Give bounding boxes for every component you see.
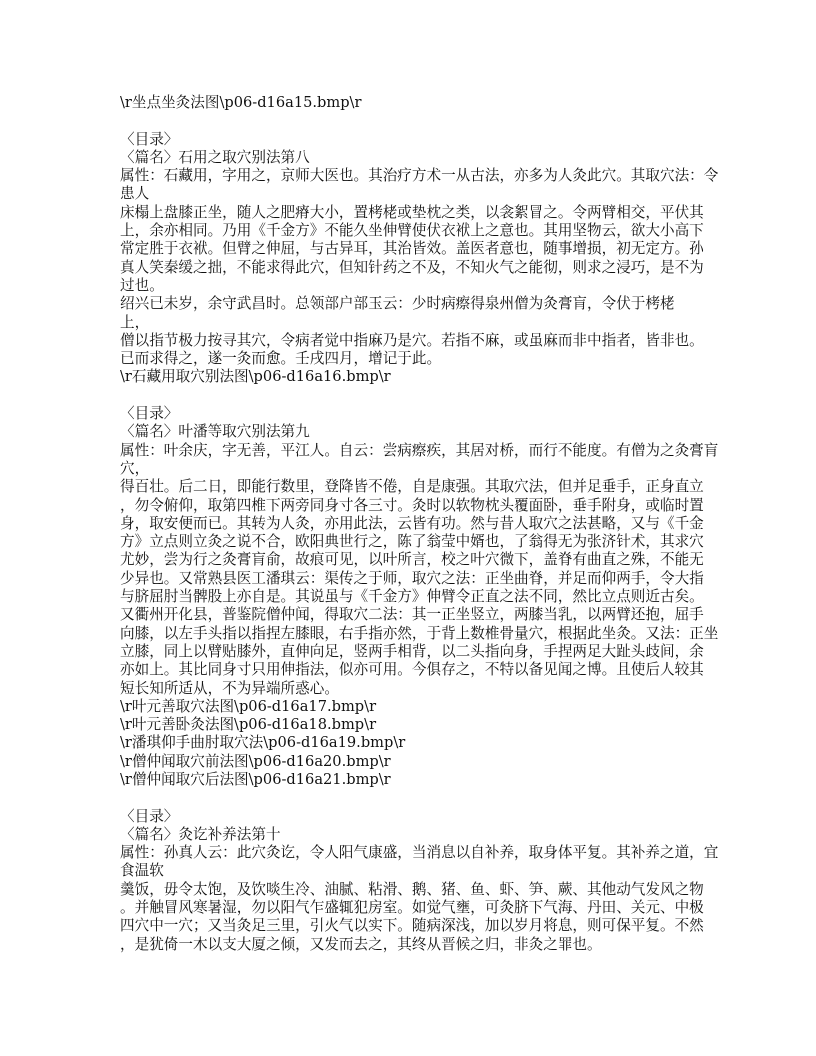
text-line: 过也。	[120, 276, 164, 294]
text-line: \r叶元善取穴法图\p06-d16a17.bmp\r	[120, 697, 377, 715]
text-line: 上，余亦相同。乃用《千金方》不能久坐伸臂使伏衣袱上之意也。其用坚物云，欲大小高下	[120, 222, 704, 240]
text-line	[120, 112, 720, 130]
text-line: 向膝，以左手头指以指捏左膝眼，右手指亦然，于背上数椎骨量穴，根据此坐灸。又法：正坐	[120, 624, 719, 642]
text-line: 患人	[120, 185, 150, 203]
text-line: \r坐点坐灸法图\p06-d16a15.bmp\r	[120, 94, 362, 111]
text-line: 尤妙，尝为行之灸膏肓俞，故痕可见，以叶所言，校之叶穴微下，盖脊有曲直之殊，不能无	[120, 551, 704, 569]
text-line	[120, 387, 720, 405]
text-line: 〈目录〉	[120, 405, 179, 423]
text-line: 短长知所适从，不为异端所惑心。	[120, 679, 339, 697]
text-line: 已而求得之，遂一灸而愈。壬戌四月，增记于此。	[120, 350, 442, 368]
text-line: 羹饭，毋令太饱，及饮啖生冷、油腻、粘滑、鹅、猪、鱼、虾、笋、蕨、其他动气发风之物	[120, 880, 704, 898]
text-line: 上，	[120, 313, 150, 331]
text-line: 〈目录〉	[120, 130, 179, 148]
text-line: 又衢州开化县，普鉴院僧仲闻，得取穴二法：其一正坐竖立，两膝当乳，以两臂还抱，屈手	[120, 606, 704, 624]
text-line: 属性：孙真人云：此穴灸讫，令人阳气康盛，当消息以自补养，取身体平复。其补养之道，宜	[120, 844, 719, 862]
text-line: \r僧仲闻取穴后法图\p06-d16a21.bmp\r	[120, 770, 391, 788]
text-line: \r叶元善卧灸法图\p06-d16a18.bmp\r	[120, 716, 377, 734]
text-line: 〈篇名〉石用之取穴别法第八	[120, 148, 310, 166]
text-line: 四穴中一穴；又当灸足三里，引火气以实下。随病深浅，加以岁月将息，则可保平复。不然	[120, 917, 704, 935]
text-line: 〈篇名〉叶潘等取穴别法第九	[120, 423, 310, 441]
text-line: 〈目录〉	[120, 807, 179, 825]
document-text	[120, 94, 720, 954]
text-line: 食温软	[120, 862, 164, 880]
text-line: ，是犹倚一木以支大厦之倾，又发而去之，其终从晋候之归，非灸之罪也。	[120, 935, 602, 953]
text-line: 与脐屈肘当髀股上亦自是。其说虽与《千金方》伸臂令正直之法不同，然比立点则近古矣。	[120, 588, 704, 606]
text-line: 穴，	[120, 459, 150, 477]
text-line: 床榻上盘膝正坐，随人之肥瘠大小，置栲栳或垫枕之类，以衾絮冒之。令两臂相交，平伏其	[120, 203, 704, 221]
text-line	[120, 789, 720, 807]
text-line: 属性：叶余庆，字无善，平江人。自云：尝病瘵疾，其居对桥，而行不能度。有僧为之灸膏肓	[120, 441, 719, 459]
text-line: 得百壮。后二日，即能行数里，登降皆不倦，自是康强。其取穴法，但并足垂手，正身直立	[120, 478, 704, 496]
text-line: 〈篇名〉灸讫补养法第十	[120, 825, 281, 843]
text-line: 少异也。又常熟县医工潘琪云：渠传之于师，取穴之法：正坐曲脊，并足而仰两手，令大指	[120, 569, 704, 587]
text-line: \r僧仲闻取穴前法图\p06-d16a20.bmp\r	[120, 752, 391, 770]
text-line: 绍兴已未岁，余守武昌时。总领部户部玉云：少时病瘵得泉州僧为灸膏肓，令伏于栲栳	[120, 295, 675, 313]
text-line: 身，取安便而已。其转为人灸，亦用此法，云皆有功。然与昔人取穴之法甚略，又与《千金	[120, 514, 704, 532]
text-line: \r潘琪仰手曲肘取穴法\p06-d16a19.bmp\r	[120, 734, 406, 752]
text-line: ，勿令俯仰，取第四椎下两旁同身寸各三寸。灸时以软物枕头覆面卧，垂手附身，或临时置	[120, 496, 704, 514]
text-line: 亦如上。其比同身寸只用伸指法，似亦可用。今俱存之，不特以备见闻之博。且使后人较其	[120, 661, 704, 679]
text-line: 属性：石藏用，字用之，京师大医也。其治疗方术一从古法，亦多为人灸此穴。其取穴法：令	[120, 167, 719, 185]
text-line: 方》立点则立灸之说不合，欧阳典世行之，陈了翁莹中婿也，了翁得无为张济针术，其求穴	[120, 533, 704, 551]
text-line: \r石藏用取穴别法图\p06-d16a16.bmp\r	[120, 368, 391, 386]
text-line: 僧以指节极力按寻其穴，令病者觉中指麻乃是穴。若指不麻，或虽麻而非中指者，皆非也。	[120, 331, 704, 349]
text-line: 常定胜于衣袱。但臂之伸屈，与古异耳，其治皆效。盖医者意也，随事增损，初无定方。孙	[120, 240, 704, 258]
text-line: 。并触冒风寒暑湿，勿以阳气乍盛辄犯房室。如觉气壅，可灸脐下气海、丹田、关元、中极	[120, 899, 704, 917]
text-line: 真人笑秦缓之拙，不能求得此穴，但知针药之不及，不知火气之能彻，则求之浸巧，是不为	[120, 258, 704, 276]
text-line: 立膝，同上以臂贴膝外，直伸向足，竖两手相背，以二头指向身，手捏两足大趾头歧间，余	[120, 642, 704, 660]
